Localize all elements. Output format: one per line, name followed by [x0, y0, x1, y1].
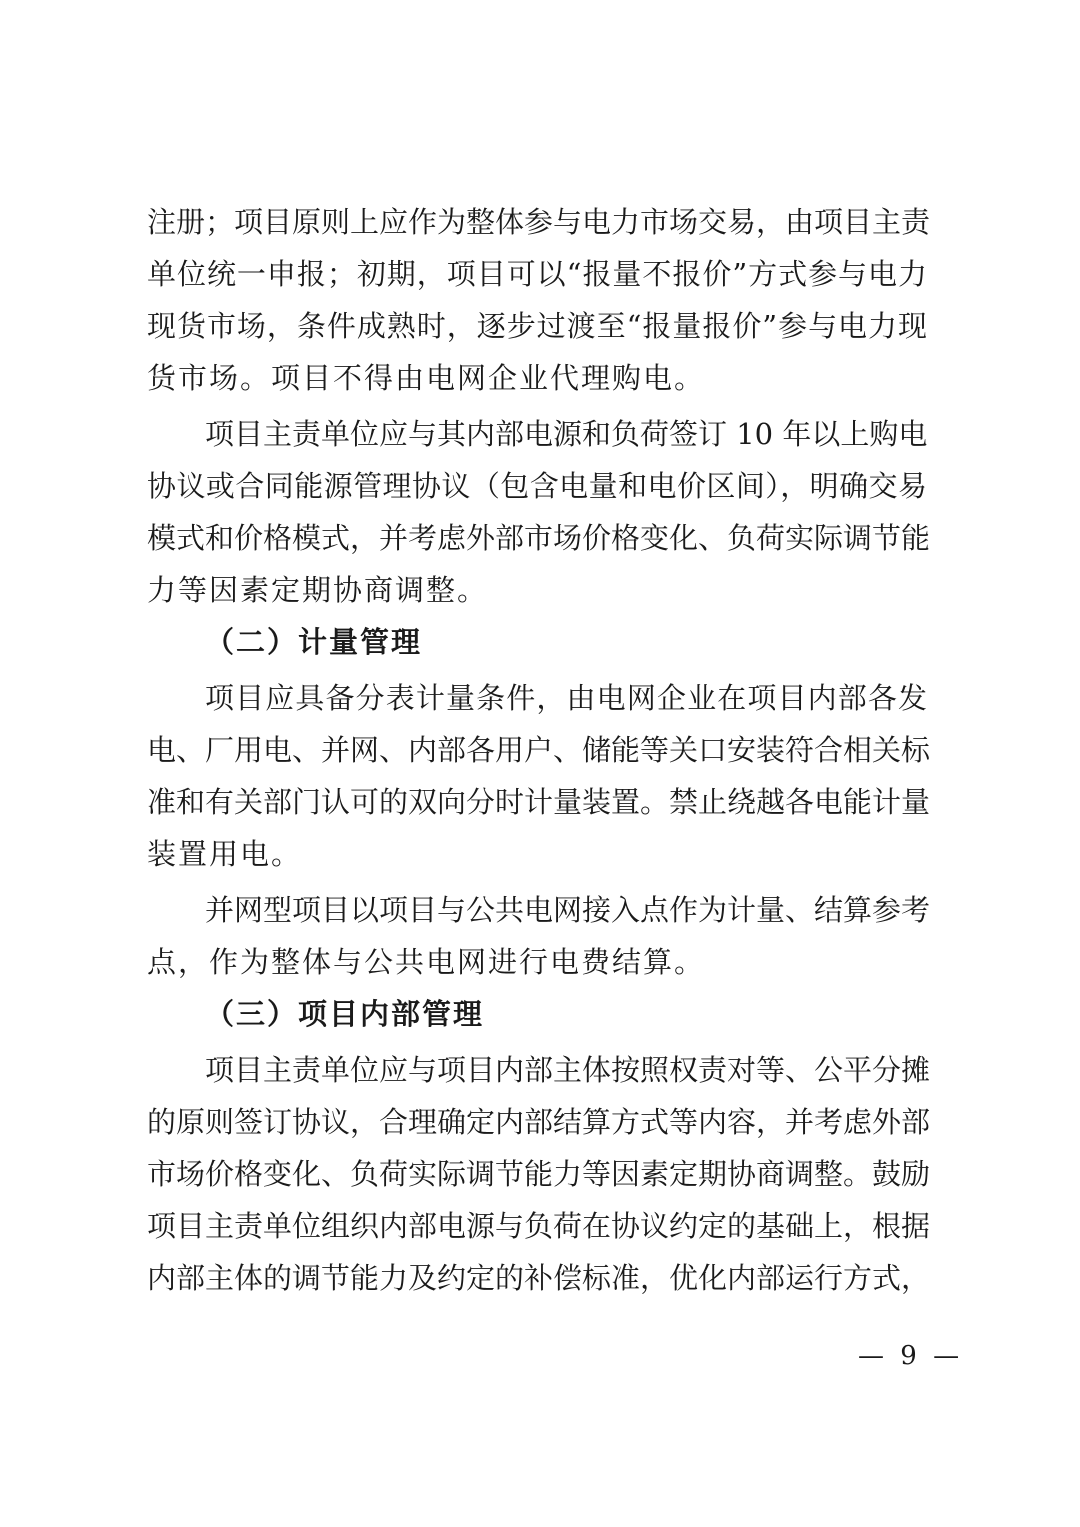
paragraph-line: 市场价格变化、负荷实际调节能力等因素定期协商调整。鼓励 [147, 1157, 931, 1191]
section-heading-metering: （二）计量管理 [205, 625, 423, 659]
paragraph-line: 点，作为整体与公共电网进行电费结算。 [147, 945, 706, 979]
paragraph-line: 项目应具备分表计量条件，由电网企业在项目内部各发 [205, 681, 927, 715]
section-heading-internal-management: （三）项目内部管理 [205, 997, 485, 1031]
paragraph-line: 单位统一申报；初期，项目可以“报量不报价”方式参与电力 [147, 257, 927, 291]
paragraph-line: 项目主责单位组织内部电源与负荷在协议约定的基础上，根据 [147, 1209, 931, 1243]
paragraph-line: 项目主责单位应与其内部电源和负荷签订 10 年以上购电 [205, 417, 928, 451]
paragraph-line: 电、厂用电、并网、内部各用户、储能等关口安装符合相关标 [147, 733, 931, 767]
paragraph-line: 装置用电。 [147, 837, 303, 871]
paragraph-line: 注册；项目原则上应作为整体参与电力市场交易，由项目主责 [147, 205, 931, 239]
paragraph-line: 并网型项目以项目与公共电网接入点作为计量、结算参考 [205, 893, 931, 927]
paragraph-line: 协议或合同能源管理协议（包含电量和电价区间），明确交易 [147, 469, 927, 503]
paragraph-line: 准和有关部门认可的双向分时计量装置。禁止绕越各电能计量 [147, 785, 931, 819]
paragraph-line: 项目主责单位应与项目内部主体按照权责对等、公平分摊 [205, 1053, 931, 1087]
paragraph-line: 的原则签订协议，合理确定内部结算方式等内容，并考虑外部 [147, 1105, 931, 1139]
paragraph-line: 模式和价格模式，并考虑外部市场价格变化、负荷实际调节能 [147, 521, 931, 555]
paragraph-line: 货市场。项目不得由电网企业代理购电。 [147, 361, 706, 395]
paragraph-line: 内部主体的调节能力及约定的补偿标准，优化内部运行方式， [147, 1261, 931, 1295]
page-number: — 9 — [858, 1341, 964, 1371]
paragraph-line: 现货市场，条件成熟时，逐步过渡至“报量报价”参与电力现 [147, 309, 927, 343]
paragraph-line: 力等因素定期协商调整。 [147, 573, 489, 607]
